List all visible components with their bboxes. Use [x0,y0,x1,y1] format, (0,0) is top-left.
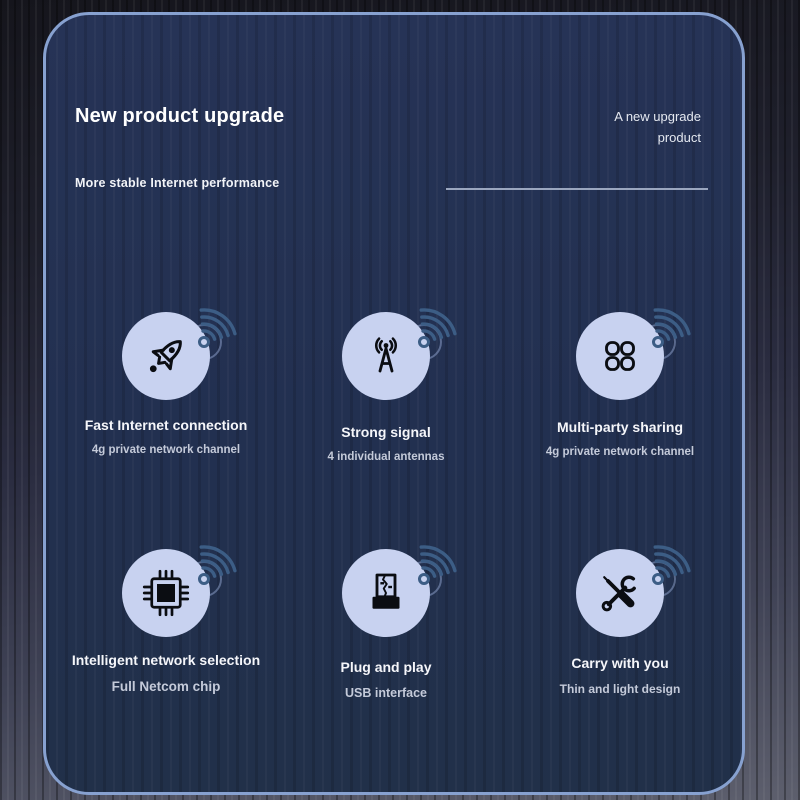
feature-title: Strong signal [341,424,431,440]
wifi-waves-icon [406,292,476,352]
feature-subtitle: Thin and light design [559,682,681,696]
broadcast-tower-icon [362,332,410,380]
icon-wrap [576,312,664,400]
feature-subtitle: 4g private network channel [545,446,695,458]
feature-subtitle: USB interface [345,686,427,700]
feature-subtitle: 4 individual antennas [327,451,445,463]
page-title: New product upgrade [75,105,285,127]
feature-title: Plug and play [340,659,432,675]
wifi-waves-icon [186,292,256,352]
icon-wrap [342,549,430,637]
product-panel [43,12,745,795]
feature-title: Intelligent network selection [71,652,261,668]
feature-subtitle: 4g private network channel [91,444,241,456]
icon-wrap [122,312,210,400]
feature-card-network-selection [51,549,281,694]
wifi-waves-icon [640,292,710,352]
icon-wrap [122,549,210,637]
wifi-waves-icon [406,529,476,589]
wifi-waves-icon [640,529,710,589]
feature-card-fast-internet [51,312,281,456]
tools-icon [596,569,644,617]
feature-title: Fast Internet connection [84,417,248,433]
clover-share-icon [596,332,644,380]
feature-card-carry-with-you [505,549,735,696]
feature-title: Carry with you [571,655,669,671]
icon-wrap [342,312,430,400]
icon-wrap [576,549,664,637]
header-tagline: A new upgrade product [614,109,701,145]
feature-card-multi-party-sharing [505,312,735,458]
rocket-icon [142,332,190,380]
feature-card-plug-and-play [271,549,501,700]
chip-icon [142,569,190,617]
wifi-waves-icon [186,529,256,589]
header-divider-line [446,188,708,190]
feature-subtitle: Full Netcom chip [111,679,221,694]
page-subtitle: More stable Internet performance [75,176,280,190]
feature-title: Multi-party sharing [556,419,683,435]
usb-drive-icon [362,569,410,617]
feature-card-strong-signal [271,312,501,463]
